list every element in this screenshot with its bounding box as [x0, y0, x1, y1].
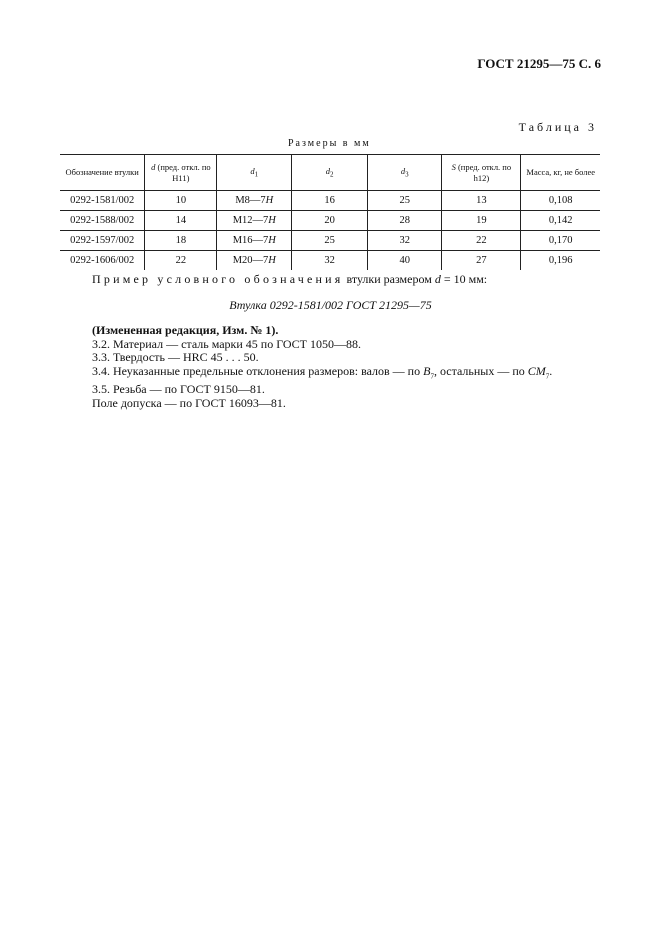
cell-d: 14	[145, 211, 217, 231]
cell-d: 10	[145, 191, 217, 211]
note-3-3: 3.3. Твердость — HRC 45 . . . 50.	[92, 350, 259, 364]
cell-d2: 16	[292, 191, 368, 211]
cell-d2: 20	[292, 211, 368, 231]
header-s	[442, 155, 521, 191]
header-designation: Обозначение втулки	[60, 155, 145, 191]
notes-block	[92, 324, 552, 410]
cell-s: 19	[442, 211, 521, 231]
cell-d2: 25	[292, 231, 368, 251]
header-d3: $d_3$	[368, 155, 442, 191]
cell-d3: 28	[368, 211, 442, 231]
cell-code: 0292-1597/002	[60, 231, 145, 251]
cell-mass: 0,108	[521, 191, 600, 211]
dimensions-table	[60, 154, 600, 270]
table-number: Таблица 3	[518, 120, 597, 134]
cell-code: 0292-1588/002	[60, 211, 145, 231]
cell-mass: 0,142	[521, 211, 600, 231]
example-text: втулки размером	[343, 272, 435, 286]
header-mass: Масса, кг, не более	[521, 155, 600, 191]
example-designation: Втулка 0292-1581/002 ГОСТ 21295—75	[229, 298, 432, 312]
table-row	[60, 231, 600, 251]
header-d-symbol: d	[151, 161, 156, 172]
header-d2: $d_2$	[292, 155, 368, 191]
page-header: ГОСТ 21295—75 С. 6	[477, 56, 601, 71]
cell-code: 0292-1606/002	[70, 255, 135, 266]
header-s-symbol: S	[451, 161, 456, 172]
header-d1: $d_1$	[217, 155, 292, 191]
amendment-note: (Измененная редакция, Изм. № 1).	[92, 323, 279, 337]
cell-mass: 0,170	[521, 231, 600, 251]
note-3-5: 3.5. Резьба — по ГОСТ 9150—81.	[92, 382, 265, 397]
header-d	[145, 155, 217, 191]
cell-thread: M20—7H	[217, 251, 292, 271]
cell-d: 18	[145, 231, 217, 251]
header-d-tolerance: (пред. откл. по H11)	[157, 161, 211, 183]
cell-thread: M12—7H	[217, 211, 292, 231]
cell-d2: 32	[292, 251, 368, 271]
cell-s: 27	[442, 251, 521, 271]
note-3-4: 3.4. Неуказанные предельные отклонения размеров: валов — по $B_7$, остальных — по $CM_7$.	[92, 363, 553, 380]
table-row	[60, 211, 600, 231]
cell-s: 22	[442, 231, 521, 251]
header-s-tolerance: (пред. откл. по h12)	[457, 161, 512, 183]
table-row	[60, 191, 600, 211]
cell-d: 22	[145, 251, 217, 271]
cell-s: 13	[442, 191, 521, 211]
table-header-row	[60, 155, 600, 191]
cell-d3: 40	[368, 251, 442, 271]
cell-thread: M16—7H	[217, 231, 292, 251]
cell-mass: 0,196	[521, 251, 600, 271]
cell-d3: 25	[368, 191, 442, 211]
note-tolerance-field: Поле допуска — по ГОСТ 16093—81.	[92, 395, 286, 410]
cell-d3: 32	[368, 231, 442, 251]
example-value: = 10 мм:	[440, 272, 488, 286]
table-row	[60, 251, 600, 271]
note-3-2: 3.2. Материал — сталь марки 45 по ГОСТ 1050—88.	[92, 336, 362, 351]
cell-thread: M8—7H	[217, 191, 292, 211]
example-paragraph	[92, 272, 487, 287]
cell-code: 0292-1581/002	[60, 191, 145, 211]
example-var: d	[434, 272, 441, 286]
table-units-caption: Размеры в мм	[288, 138, 371, 149]
example-lead: Пример условного обозначения	[92, 272, 344, 286]
